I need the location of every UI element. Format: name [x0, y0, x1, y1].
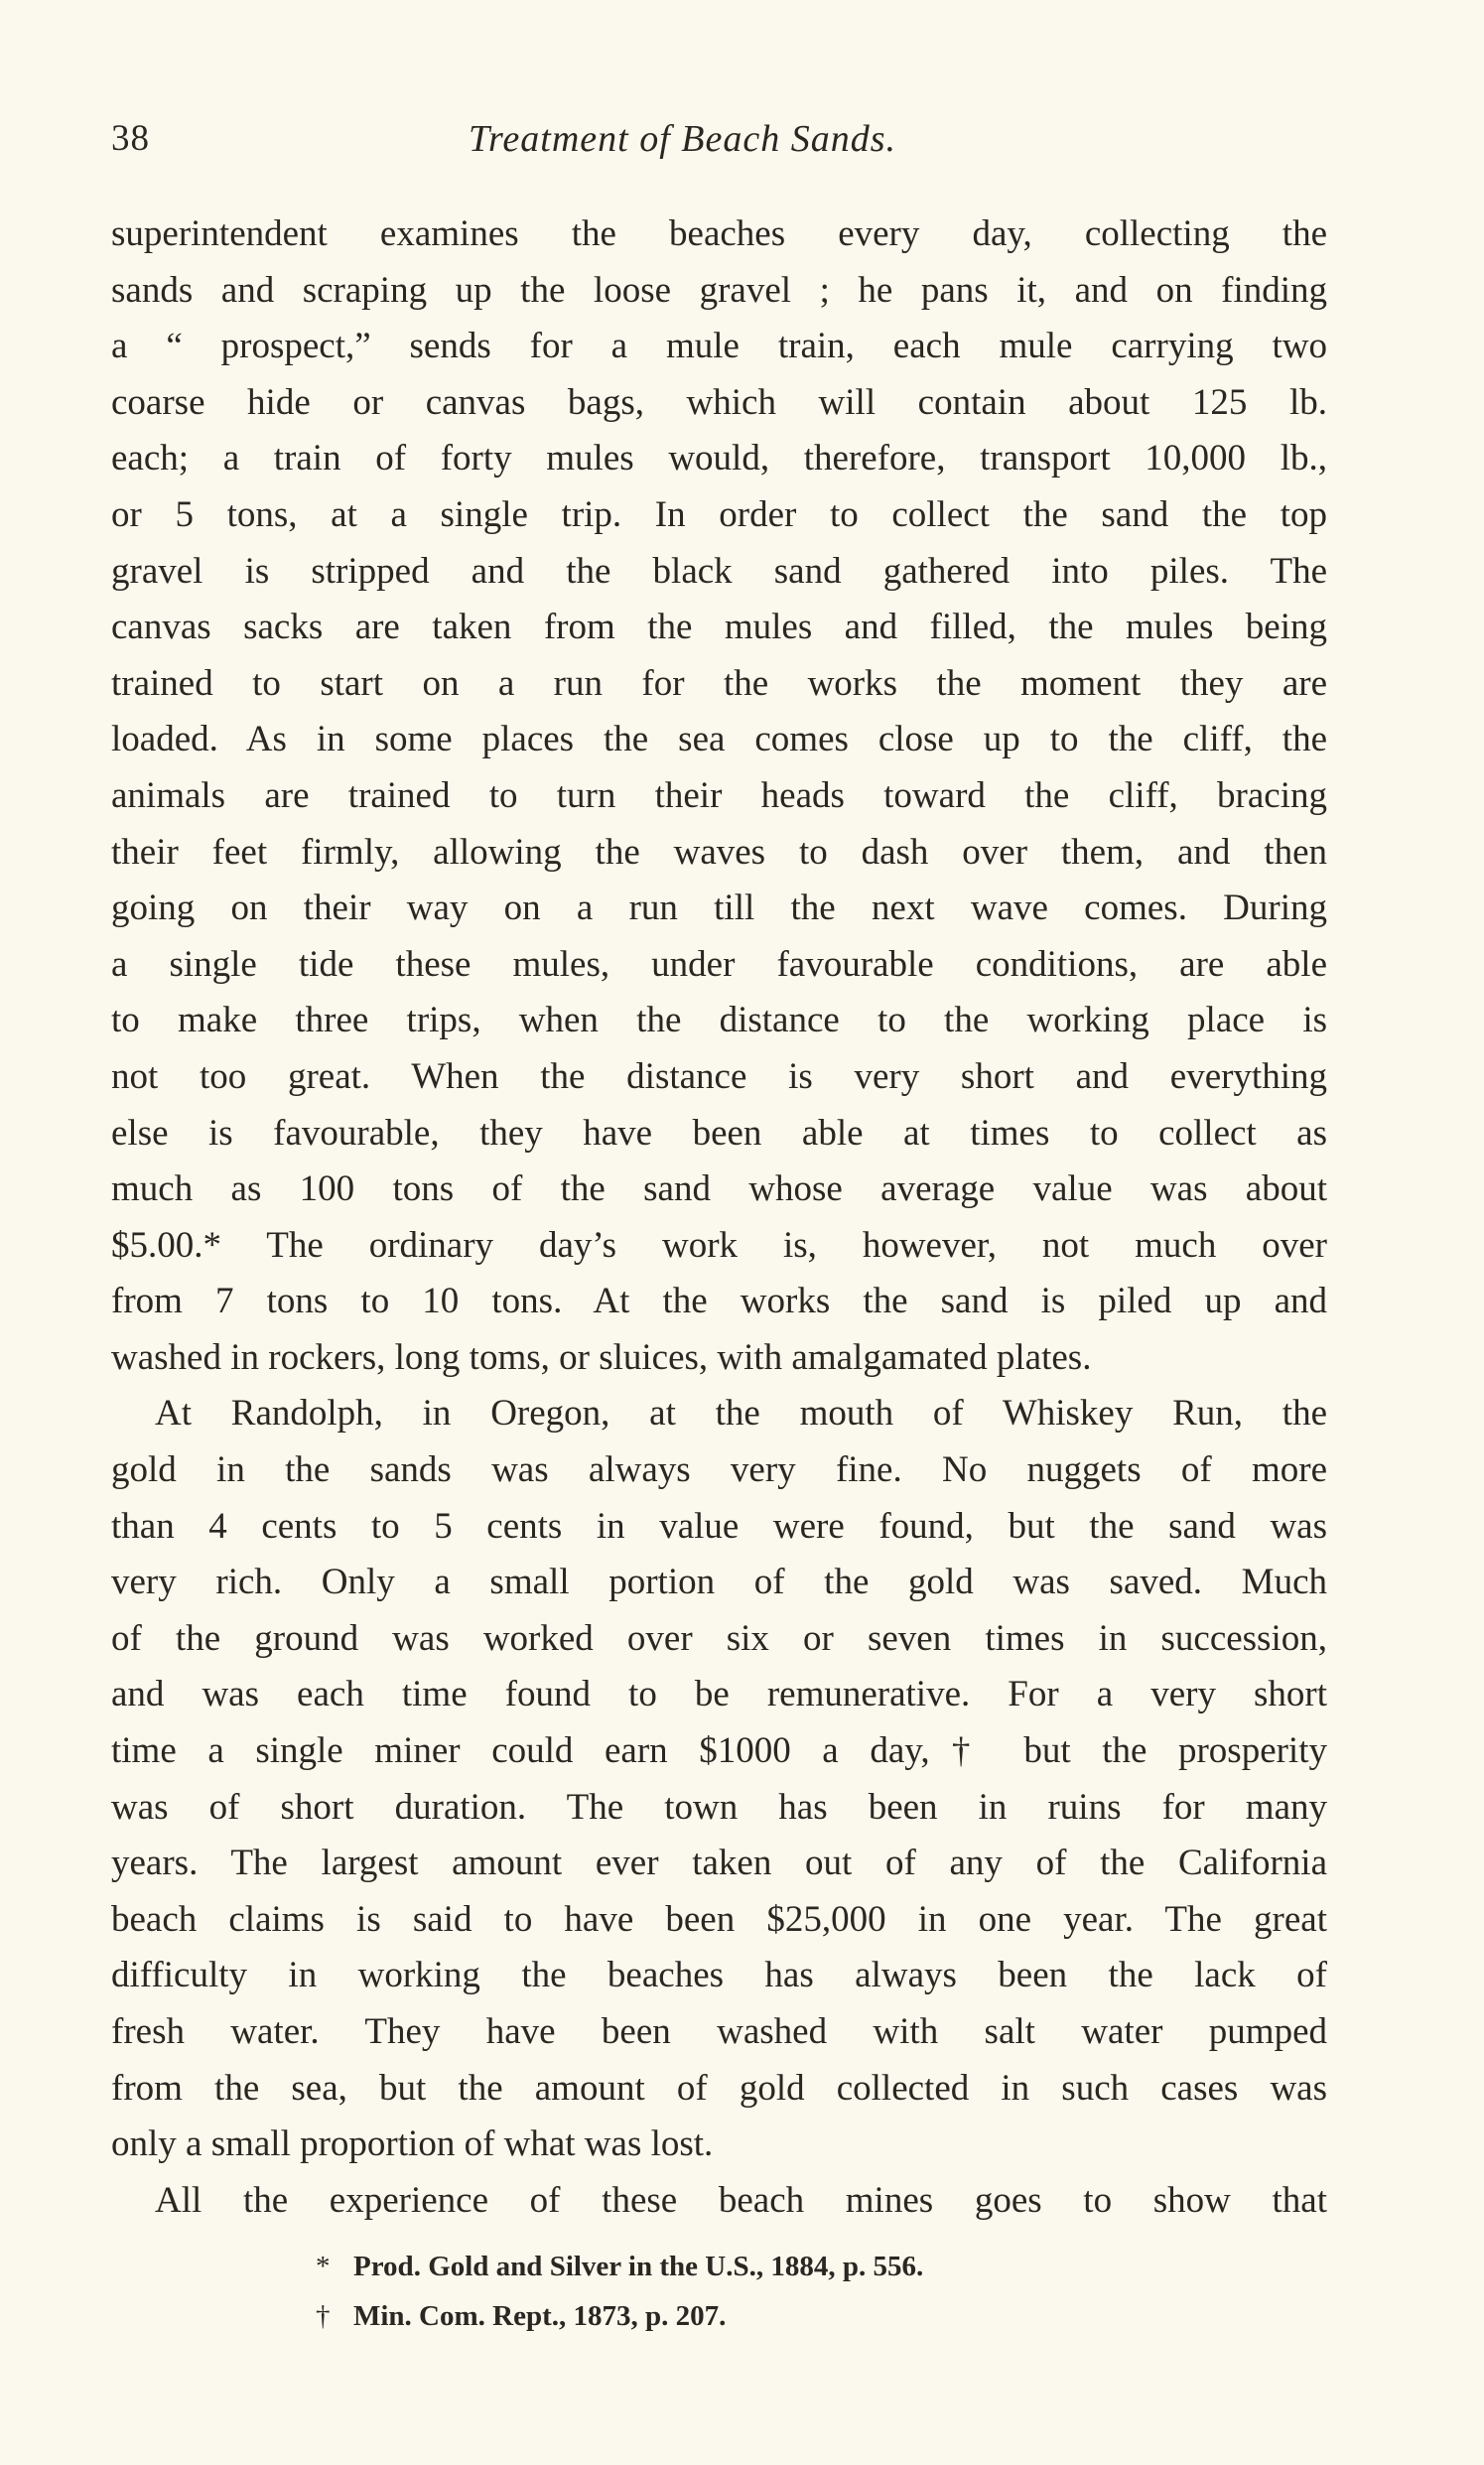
running-title: Treatment of Beach Sands. [469, 118, 896, 160]
text-line: time a single miner could earn $1000 a day,† but the prosperity [111, 1730, 1327, 1772]
text-line: loaded. As in some places the sea comes close up to the cliff, the [111, 719, 1327, 760]
text-line: only a small proportion of what was lost. [111, 2123, 714, 2165]
text-line: else is favourable, they have been able at times to collect as [111, 1112, 1327, 1154]
footnotes [316, 2242, 1209, 2341]
text-line: than 4 cents to 5 cents in value were found, but the sand was [111, 1505, 1327, 1547]
footnote [316, 2242, 1209, 2291]
text-line: trained to start on a run for the works the moment they are [111, 662, 1327, 704]
text-line: $5.00.* The ordinary day’s work is, however, not much over [111, 1224, 1327, 1266]
footnote-text: Prod. Gold and Silver in the U.S., 1884, p. 556. [353, 2251, 924, 2282]
page-header [111, 117, 1332, 177]
text-line: going on their way on a run till the next wave comes. During [111, 888, 1327, 929]
text-line: superintendent examines the beaches every day, collecting the [111, 213, 1327, 254]
text-line: or 5 tons, at a single trip. In order to collect the sand the top [111, 493, 1327, 535]
text-line: gravel is stripped and the black sand gathered into piles. The [111, 550, 1327, 592]
footnote-mark: † [316, 2300, 331, 2332]
text-line: All the experience of these beach mines goes to show that [155, 2179, 1327, 2221]
text-line: much as 100 tons of the sand whose average value was about [111, 1168, 1327, 1210]
text-line: a single tide these mules, under favourable conditions, are able [111, 943, 1327, 985]
text-line: beach claims is said to have been $25,000 in one year. The great [111, 1898, 1327, 1940]
body-text [111, 206, 1327, 2229]
text-line: At Randolph, in Oregon, at the mouth of Whiskey Run, the [155, 1393, 1327, 1435]
text-line: from 7 tons to 10 tons. At the works the sand is piled up and [111, 1281, 1327, 1322]
text-line: sands and scraping up the loose gravel ; he pans it, and on finding [111, 269, 1327, 311]
text-line: very rich. Only a small portion of the gold was saved. Much [111, 1562, 1327, 1603]
footnote [316, 2291, 1209, 2341]
text-line: was of short duration. The town has been in ruins for many [111, 1786, 1327, 1828]
text-line: washed in rockers, long toms, or sluices, with amalgamated plates. [111, 1336, 1092, 1378]
text-line: and was each time found to be remunerative. For a very short [111, 1674, 1327, 1715]
text-line: a “ prospect,” sends for a mule train, each mule carrying two [111, 326, 1327, 367]
text-line: gold in the sands was always very fine. No nuggets of more [111, 1449, 1327, 1491]
text-line: years. The largest amount ever taken out of any of the California [111, 1843, 1327, 1884]
text-line: coarse hide or canvas bags, which will contain about 125 lb. [111, 381, 1327, 423]
page-number: 38 [111, 118, 150, 159]
text-line: animals are trained to turn their heads toward the cliff, bracing [111, 774, 1327, 816]
text-line: each; a train of forty mules would, therefore, transport 10,000 lb., [111, 438, 1327, 479]
text-line: to make three trips, when the distance to the working place is [111, 1000, 1327, 1041]
text-line: fresh water. They have been washed with salt water pumped [111, 2011, 1327, 2052]
text-line: of the ground was worked over six or seven times in succession, [111, 1617, 1327, 1659]
footnote-mark: * [316, 2251, 331, 2282]
text-line: from the sea, but the amount of gold collected in such cases was [111, 2067, 1327, 2109]
text-line: canvas sacks are taken from the mules and filled, the mules being [111, 607, 1327, 648]
text-line: their feet firmly, allowing the waves to dash over them, and then [111, 831, 1327, 873]
text-line: not too great. When the distance is very short and everything [111, 1055, 1327, 1097]
footnote-text: Min. Com. Rept., 1873, p. 207. [353, 2300, 727, 2332]
text-line: difficulty in working the beaches has always been the lack of [111, 1955, 1327, 1996]
